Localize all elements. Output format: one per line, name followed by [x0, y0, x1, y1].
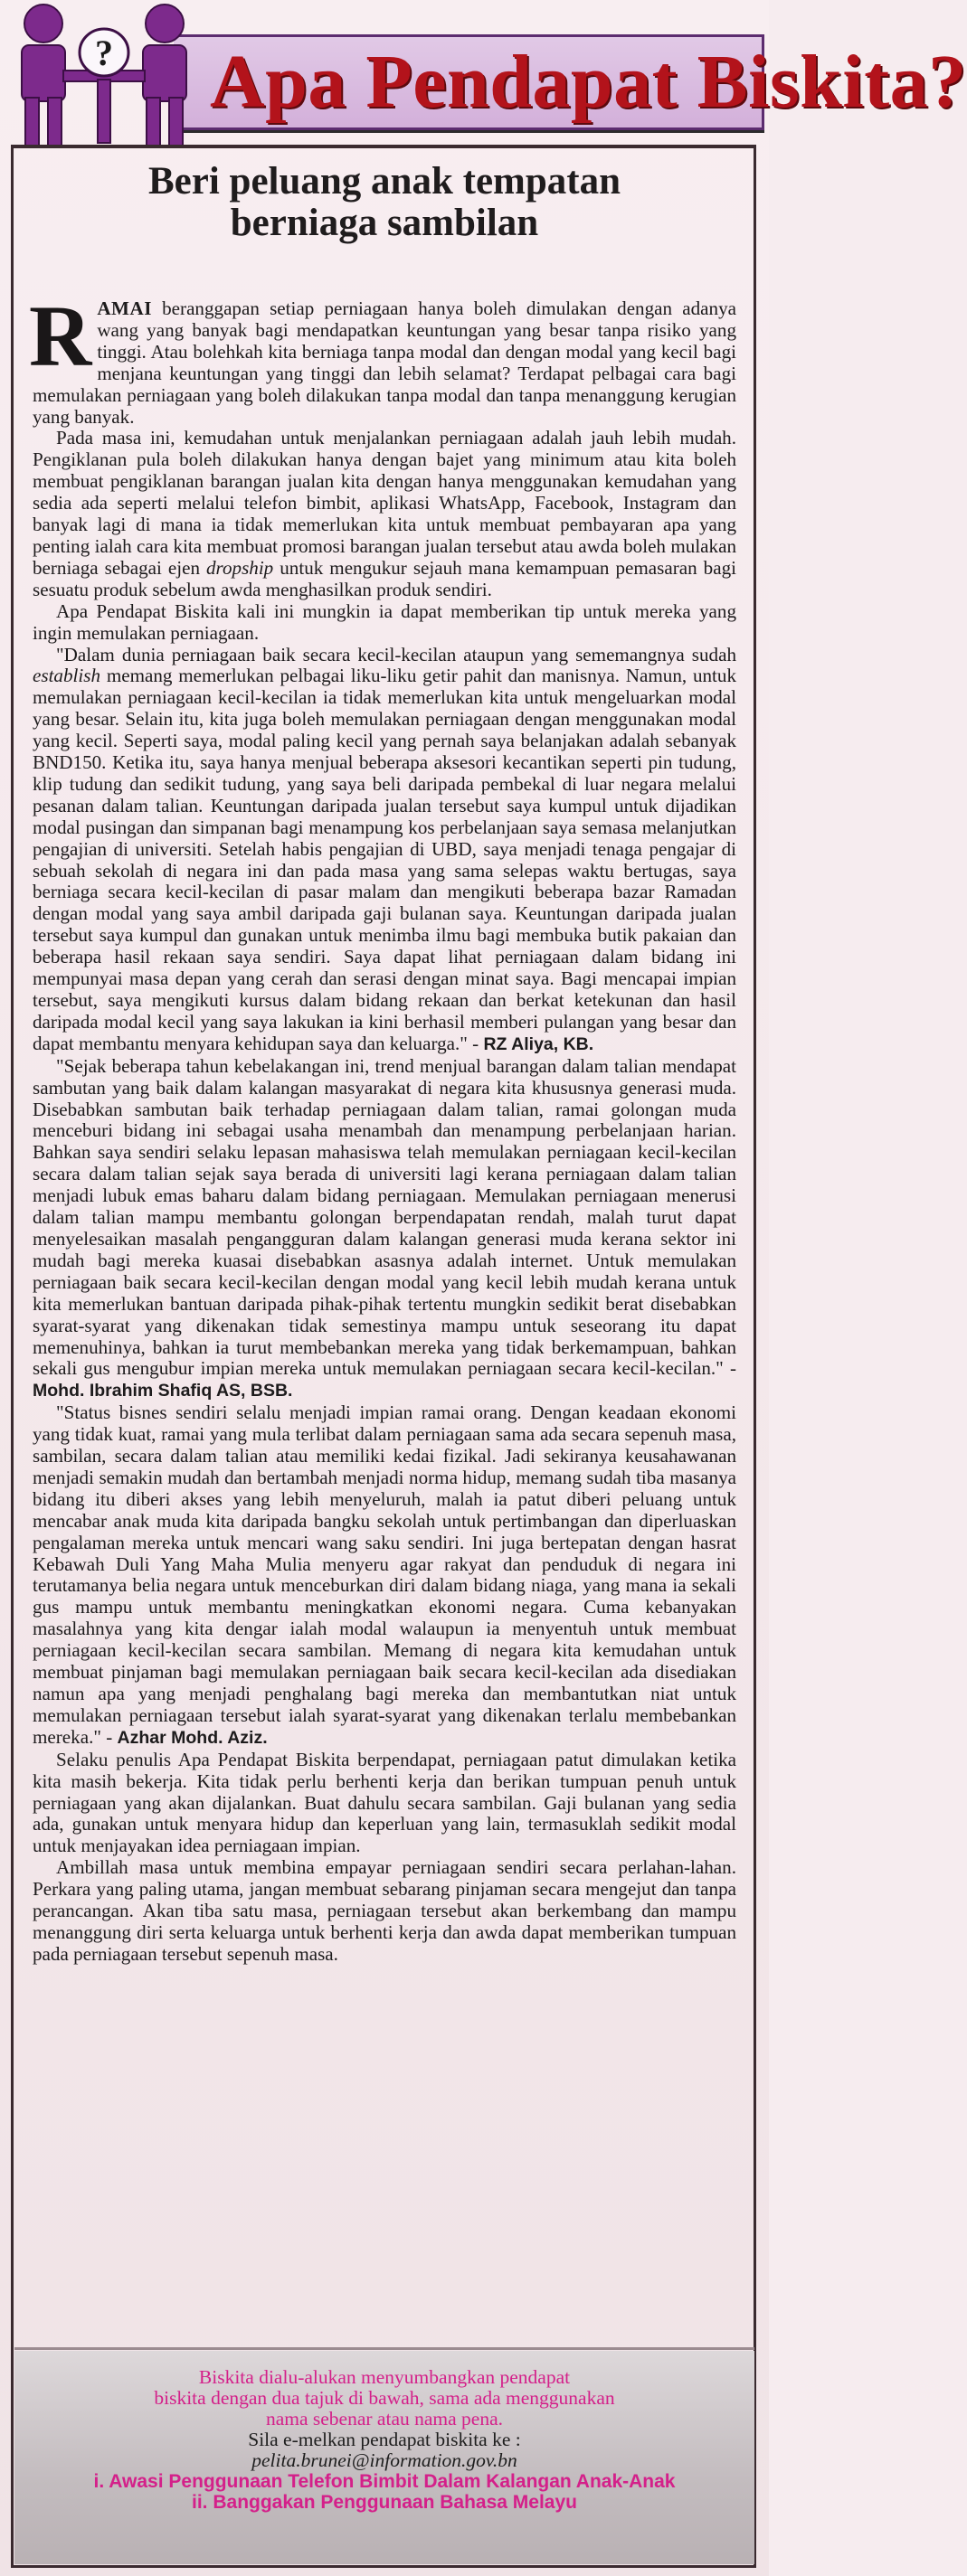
opinion-1-term: establish	[33, 665, 101, 687]
dropcap: R	[29, 288, 92, 384]
closing-paragraph-2: Ambillah masa untuk membina empayar perniagaan sendiri secara perlahan-lahan. Perkara yang paling utama, jangan membuat sebarang pinjaman secara mengejut dan tanpa perancangan. Akan tiba satu masa, perniagaan tersebut akan berkembang dan mampu menanggung diri serta keluarga untuk berhenti kerja dan awda dapat memberikan tumpuan pada perniagaan tersebut sepenuh masa.	[33, 1856, 736, 1965]
people-question-icon	[0, 0, 208, 150]
paragraph-2-text-a: Pada masa ini, kemudahan untuk menjalankan perniagaan adalah jauh lebih mudah. Pengiklanan pula boleh dilakukan hanya dengan bajet yang minimum atau kita boleh membuat pengiklanan barangan jualan kita dengan hanya menggunakan kemudahan yang sedia ada seperti melalui telefon bimbit, aplikasi WhatsApp, Facebook, Instagram dan banyak lagi di mana ia tidak memerlukan kita untuk membuat pembayaran apa yang penting ialah cara kita membuat promosi barangan jualan tersebut atau awda boleh mulakan berniaga sebagai ejen	[33, 427, 736, 579]
headline-line-1: Beri peluang anak tempatan	[147, 160, 621, 203]
svg-text:?: ?	[95, 33, 113, 73]
footer-divider	[14, 2347, 754, 2350]
opinion-1-author: RZ Aliya, KB.	[483, 1033, 594, 1054]
footer-topic-1: i. Awasi Penggunaan Telefon Bimbit Dalam Kalangan Anak-Anak	[93, 2471, 676, 2492]
paragraph-2-text-b: untuk mengukur sejauh mana kemampuan pemasaran bagi sesuatu produk sebelum awda menghasilkan produk sendiri.	[33, 556, 736, 600]
paragraph-2	[33, 428, 736, 600]
opinion-2	[33, 1056, 736, 1403]
opinion-2-text: "Sejak beberapa tahun kebelakangan ini, trend menjual barangan dalam talian mendapat sambutan yang baik dalam kalangan masyarakat di negara kita khususnya generasi muda. Disebabkan sambutan baik terhadap perniagaan dalam talian, ramai golongan muda menceburi bidang ini sebagai usaha menambah dan menampung perbelanjaan harian. Bahkan saya sendiri selaku lepasan mahasiswa telah memulakan perniagaan kecil-kecilan secara dalam talian sejak saya berada di universiti lagi kerana perniagaan dalam talian menjadi lubuk emas baharu dalam bidang perniagaan. Memulakan perniagaan menerusi dalam talian mampu membantu golongan berpendapatan rendah, malah turut dapat menyelesaikan masalah pengangguran dalam kalangan generasi muda kerana sektor ini mudah bagi mereka kuasai disebabkan asasnya adalah internet. Untuk memulakan perniagaan baik secara kecil-kecilan dengan modal yang kecil lebih mudah kerana untuk kita memerlukan bantuan daripada pihak-pihak tertentu mungkin sedikit berat disebabkan syarat-syarat yang dikenakan tidak semestinya mampu untuk seseorang itu dapat memenuhinya, bahkan ia turut membebankan mereka yang tidak berkemampuan, bahkan sekali gus mengubur impian mereka untuk memulakan perniagaan secara kecil-kecilan." -	[33, 1054, 736, 1380]
footer-line-4: Sila e-melkan pendapat biskita ke :	[248, 2429, 521, 2450]
opinion-1-text-a: "Dalam dunia perniagaan baik secara kecil-kecilan ataupun yang sememangnya sudah	[56, 643, 736, 665]
opinion-3-author: Azhar Mohd. Aziz.	[117, 1727, 268, 1748]
opinion-2-author: Mohd. Ibrahim Shafiq AS, BSB.	[33, 1381, 293, 1401]
paragraph-2-term: dropship	[206, 556, 274, 579]
banner-title: Apa Pendapat Biskita?	[210, 40, 967, 124]
paragraph-intro	[29, 288, 736, 428]
footer-content	[14, 2367, 754, 2513]
footer-email[interactable]: pelita.brunei@information.gov.bn	[251, 2449, 517, 2471]
footer-box	[14, 2351, 754, 2564]
intro-text: beranggapan setiap perniagaan hanya boleh dimulakan dengan adanya wang yang banyak bagi mendapatkan keuntungan yang besar tanpa risiko yang tinggi. Atau bolehkah kita berniaga tanpa modal dan dengan modal yang kecil bagi menjana keuntungan yang tinggi dan lebih selamat? Terdapat pelbagai cara bagi memulakan perniagaan yang boleh dilakukan tanpa modal dan tanpa menanggung kerugian yang banyak.	[33, 297, 736, 428]
article-body	[29, 288, 736, 1966]
opinion-3-text: "Status bisnes sendiri selalu menjadi impian ramai orang. Dengan keadaan ekonomi yang tidak kuat, ramai yang mula terlibat dalam perniagaan sama ada secara sepenuh masa, sambilan, secara dalam talian atau memiliki kedai fizikal. Jadi sekiranya keusahawanan menjadi semakin mudah dan bertambah menjadi norma hidup, memang sudah tiba masanya bidang itu diberi akses yang lebih menyeluruh, malah ia patut diberi peluang untuk mencabar anak muda kita daripada bangku sekolah untuk pertimbangan dan diperluaskan pengalaman mereka untuk mencari wang saku sendiri. Ini juga bertepatan dengan hasrat Kebawah Duli Yang Maha Mulia menyeru agar rakyat dan penduduk di negara ini terutamanya belia negara untuk menceburkan diri dalam bidang niaga, yang mana ia sekali gus mampu untuk membantu meningkatkan ekonomi negara. Cuma kebanyakan masalahnya yang kita dengar ialah modal walaupun ia menyentuh untuk membuat perniagaan kecil-kecilan secara sambilan. Memang di negara kita kemudahan untuk membuat pinjaman bagi memulakan perniagaan baik secara kecil-kecilan ada disediakan namun apa yang menjadi penghalang bagi mereka dan membantutkan niat untuk memulakan perniagaan tersebut ialah syarat-syarat yang dikenakan terlalu membebankan mereka." -	[33, 1401, 736, 1748]
banner	[0, 0, 967, 150]
footer-line-1: Biskita dialu-alukan menyumbangkan pendapat	[198, 2366, 571, 2388]
headline-line-2: berniaga sambilan	[230, 202, 539, 244]
footer-topic-2: ii. Banggakan Penggunaan Bahasa Melayu	[192, 2492, 577, 2513]
paragraph-3: Apa Pendapat Biskita kali ini mungkin ia dapat memberikan tip untuk mereka yang ingin memulakan perniagaan.	[33, 599, 736, 644]
opinion-1-text-b: memang memerlukan pelbagai liku-liku getir pahit dan manisnya. Namun, untuk memulakan perniagaan kecil-kecilan ia tidak memerlukan kita untuk mengeluarkan modal yang besar. Selain itu, kita juga boleh memulakan perniagaan dengan menggunakan modal yang kecil. Seperti saya, modal paling kecil yang pernah saya belanjakan adalah sebanyak BND150. Ketika itu, saya hanya menjual beberapa aksesori kecantikan seperti pin tudung, klip tudung dan sedikit tudung, yang saya beli daripada pembekal di luar negara melalui pesanan dalam talian. Keuntungan daripada jualan tersebut saya kumpul untuk dijadikan modal pusingan dan simpanan bagi menampung kos perbelanjaan saya semasa melanjutkan pengajian di universiti. Setelah habis pengajian di UBD, saya menjadi tenaga pengajar di sebuah sekolah di negara ini dan pada masa yang sama selepas waktu bertugas, saya berniaga secara kecil-kecilan di pasar malam dan mengikuti beberapa bazar Ramadan dengan modal yang saya ambil daripada gaji bulanan saya. Keuntungan daripada jualan tersebut saya kumpul dan gunakan untuk menimba ilmu bagi membuka butik pakaian dan beberapa hasil rekaan saya sendiri. Saya dapat lihat perniagaan dalam bidang ini mempunyai masa depan yang cerah dan serasi dengan minat saya. Bagi mencapai impian tersebut, saya mengikuti kursus dalam bidang rekaan dan berkat ketekunan dan hasil daripada modal kecil yang saya lakukan ia kini berhasil memberi pulangan yang besar dan dapat membantu menyara kehidupan saya dan keluarga." -	[33, 665, 736, 1054]
footer-line-2: biskita dengan dua tajuk di bawah, sama ada menggunakan	[154, 2387, 615, 2409]
closing-paragraph-1: Selaku penulis Apa Pendapat Biskita berpendapat, perniagaan patut dimulakan ketika kita masih bekerja. Kita tidak perlu berhenti kerja dan berikan tumpuan penuh untuk perniagaan yang akan dijalankan. Buat dahulu secara sambilan. Gaji bulanan yang sedia ada, gunakan untuk menyara hidup dan keperluan yang lain, termasuklah sedikit modal untuk menjayakan idea perniagaan impian.	[33, 1748, 736, 1857]
opinion-1	[33, 645, 736, 1056]
lead-word: AMAI	[97, 297, 152, 319]
article-headline	[72, 161, 697, 244]
opinion-3	[33, 1402, 736, 1750]
footer-line-3: nama sebenar atau nama pena.	[265, 2408, 504, 2430]
